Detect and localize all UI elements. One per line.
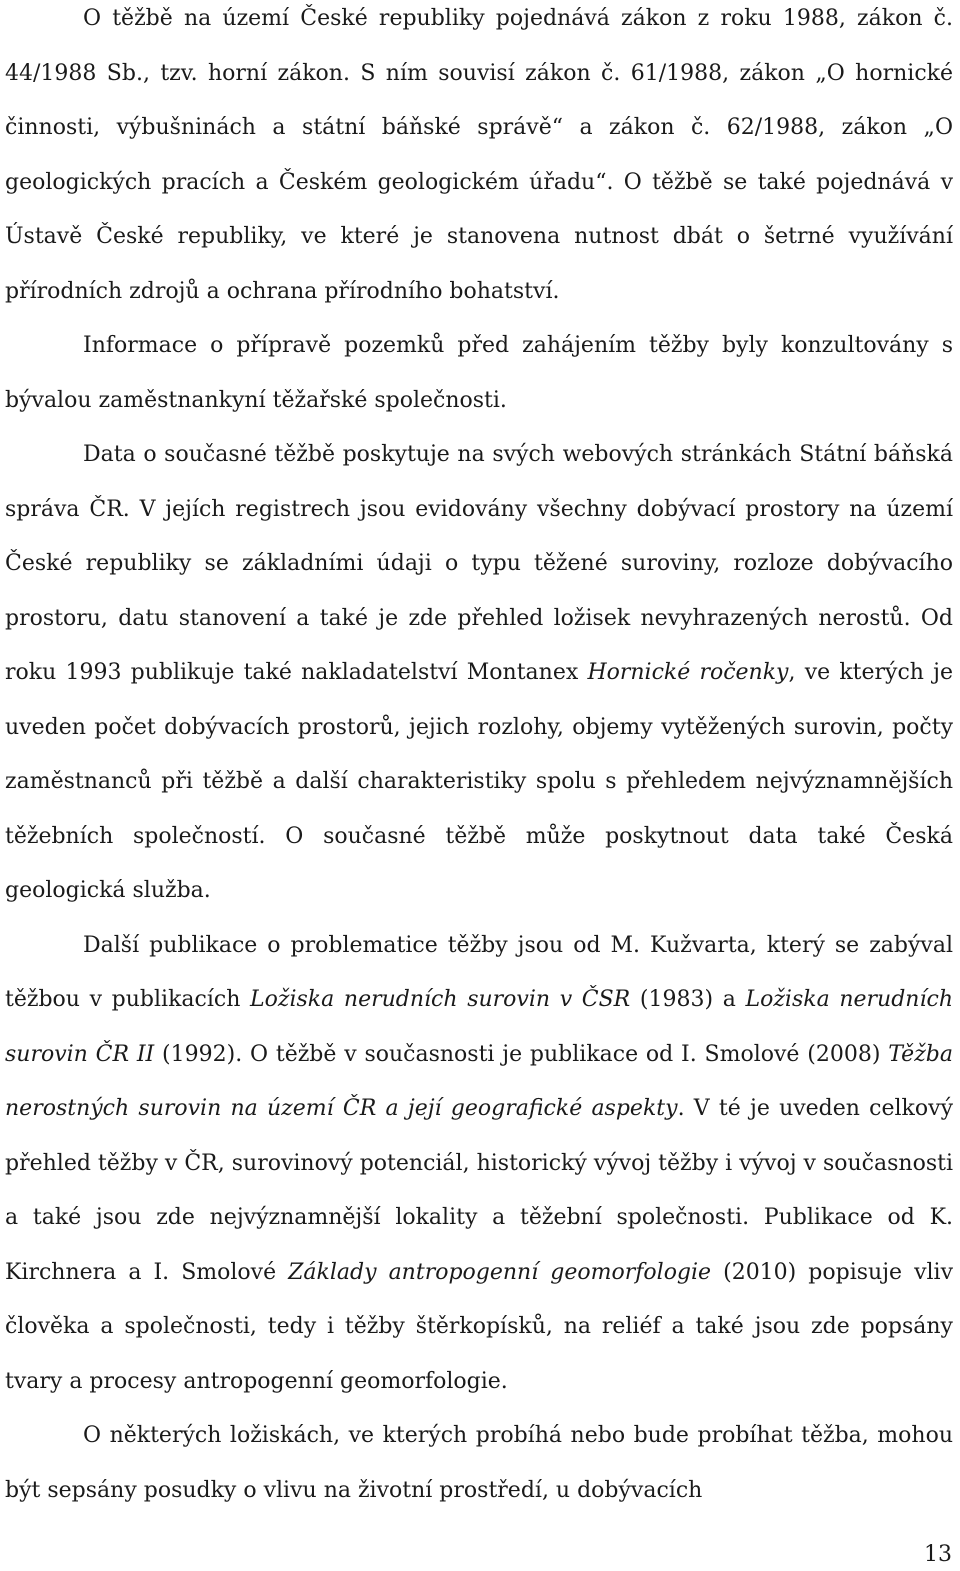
paragraph-text: O některých ložiskách, ve kterých probíhá nebo bude probíhat těžba, mohou být sepsány posudky o vlivu na životní prostředí, u dobývacích — [5, 1423, 953, 1503]
italic-title-text: Ložiska nerudních surovin ČR II — [5, 987, 953, 1067]
paragraph-legislation — [5, 0, 953, 319]
page-number: 13 — [924, 1542, 952, 1567]
document-page — [5, 0, 953, 1518]
paragraph-text: Další publikace o problematice těžby jsou od M. Kužvarta, který se zabýval těžbou v publikacích — [5, 932, 953, 1012]
italic-title-text: Ložiska nerudních surovin v ČSR — [250, 987, 631, 1012]
paragraph-data-sources — [5, 428, 953, 919]
italic-title-text: Základy antropogenní geomorfologie — [288, 1259, 712, 1285]
paragraph-text: (2010) popisuje vliv člověka a společnosti, tedy i těžby štěrkopísků, na reliéf a také jsou zde popsány tvary a procesy antropogenní geomorfologie. — [5, 1259, 954, 1394]
paragraph-text: O těžbě na území České republiky pojednává zákon z roku 1988, zákon č. 44/1988 Sb., tzv. horní zákon. S ním souvisí zákon č. 61/1988, zákon „O hornické činnosti, výbušninách a státní báňské správě“ a zákon č. 62/1988, zákon „O geologických pracích a Českém geologickém úřadu“. O těžbě se také pojednává v Ústavě České republiky, ve které je stanovena nutnost dbát o šetrné využívání přírodních zdrojů a ochrana přírodního bohatství. — [5, 6, 953, 304]
italic-title-text: Hornické ročenky — [587, 660, 789, 685]
paragraph-text: (1992). O těžbě v současnosti je publikace od I. Smolové (2008) — [154, 1041, 889, 1067]
paragraph-text: , ve kterých je uveden počet dobývacích prostorů, jejich rozlohy, objemy vytěžených surovin, počty zaměstnanců při těžbě a další charakteristiky spolu s přehledem nejvýznamnějších těžebních společností. O současné těžbě může poskytnout data také Česká geologická služba. — [5, 660, 953, 903]
paragraph-consultation — [5, 319, 953, 428]
paragraph-text: (1983) a — [630, 987, 746, 1012]
paragraph-publications — [5, 919, 953, 1410]
paragraph-text: Informace o přípravě pozemků před zahájením těžby byly konzultovány s bývalou zaměstnankyní těžařské společnosti. — [5, 333, 953, 413]
paragraph-text: Data o současné těžbě poskytuje na svých webových stránkách Státní báňská správa ČR. V jejích registrech jsou evidovány všechny dobývací prostory na území České republiky se základními údaji o typu těžené suroviny, rozloze dobývacího prostoru, datu stanovení a také je zde přehled ložisek nevyhrazených nerostů. Od roku 1993 publikuje také nakladatelství Montanex — [5, 442, 953, 685]
paragraph-deposits — [5, 1409, 953, 1518]
italic-title-text: Těžba nerostných surovin na území ČR a její geografické aspekty — [5, 1041, 953, 1121]
paragraph-text: . V té je uveden celkový přehled těžby v ČR, surovinový potenciál, historický vývoj těžby i vývoj v současnosti a také jsou zde nejvýznamnější lokality a těžební společnosti. Publikace od K. Kirchnera a I. Smolové — [5, 1096, 953, 1285]
